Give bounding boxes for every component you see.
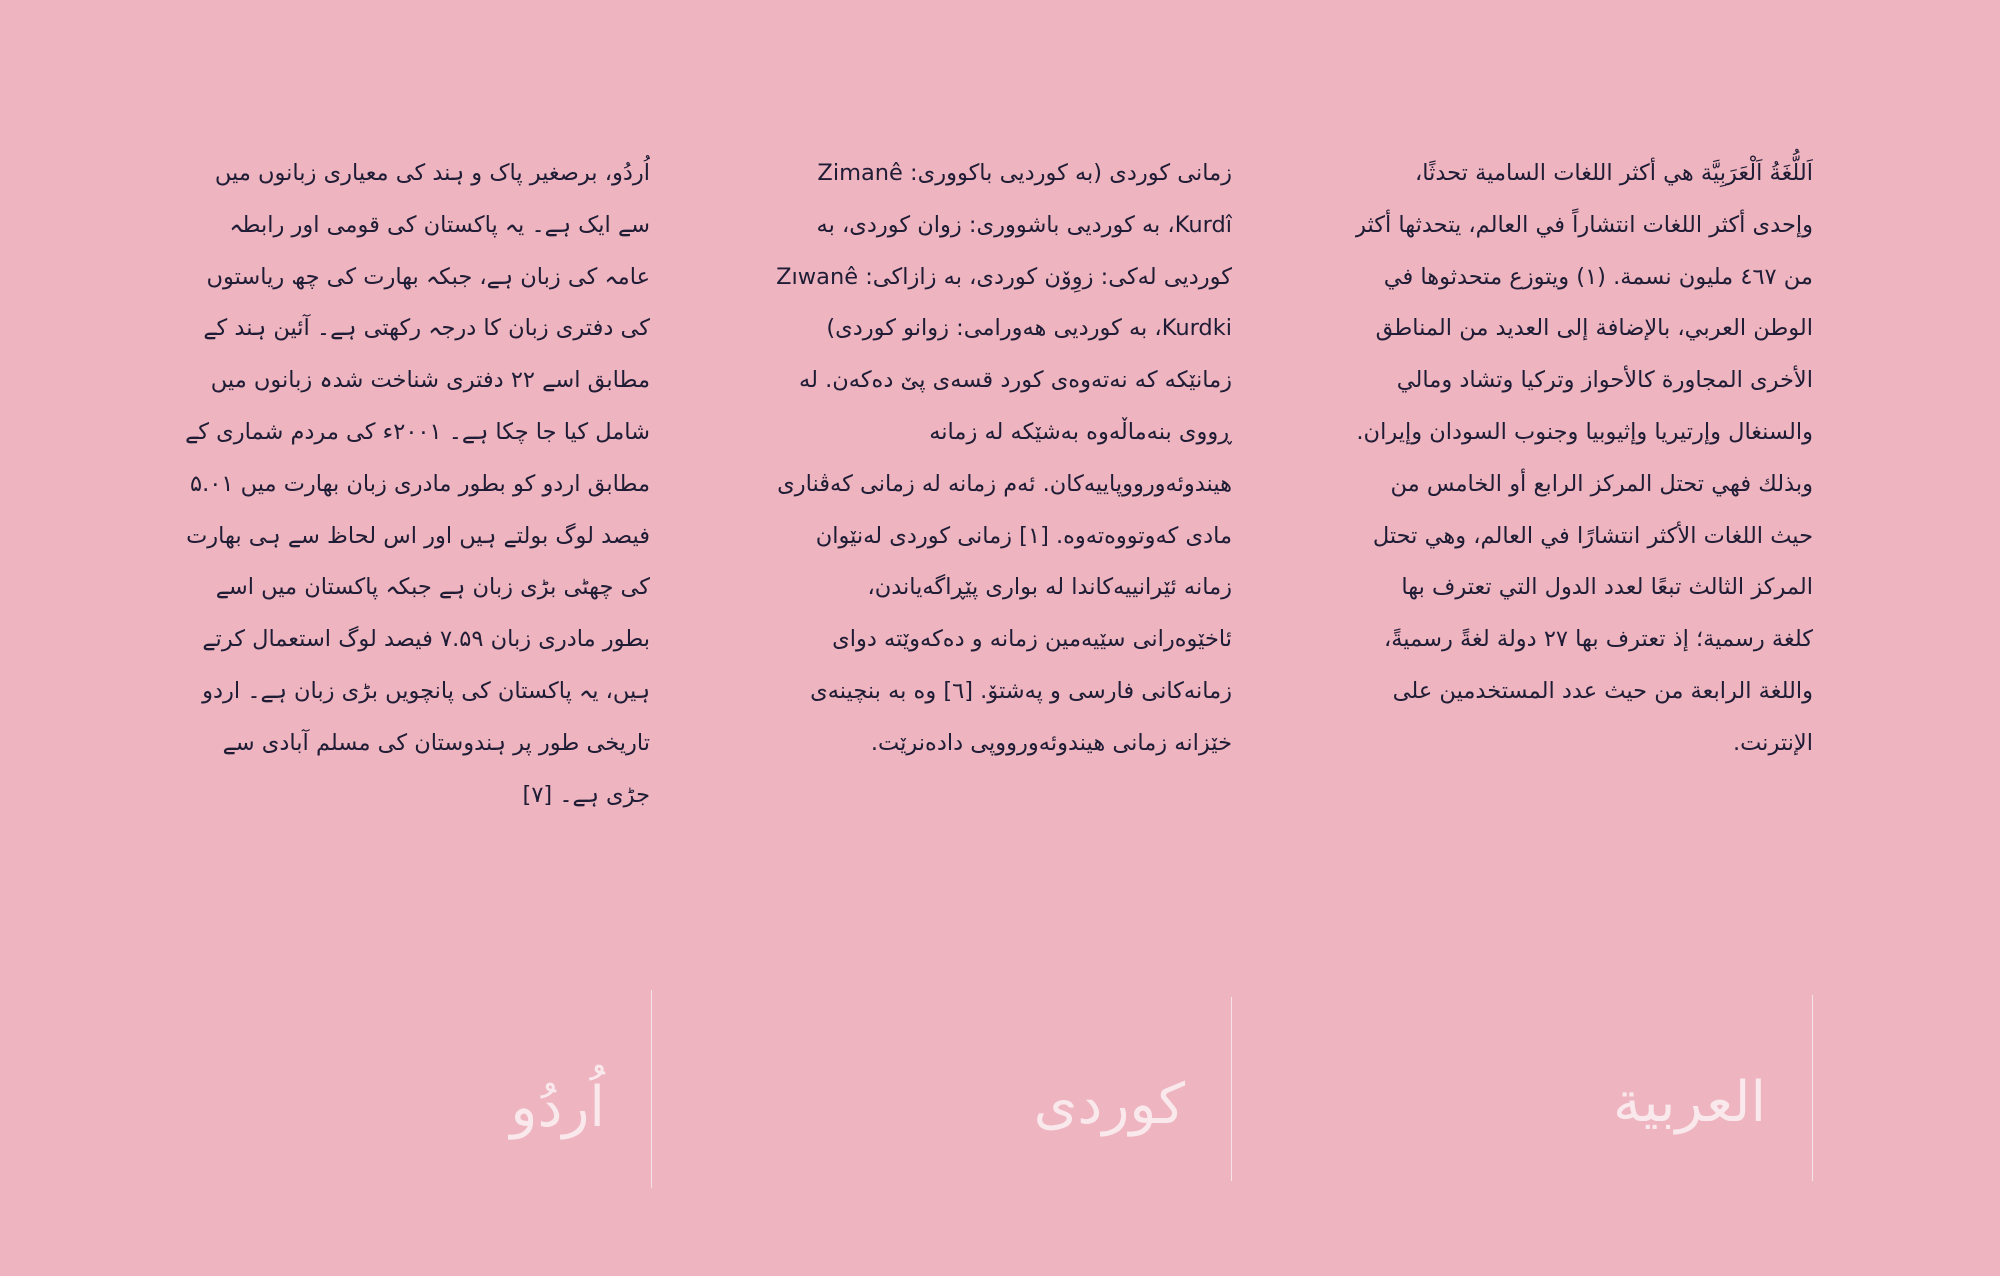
column-divider bbox=[1231, 997, 1232, 1181]
arabic-text-column bbox=[1355, 148, 1813, 770]
urdu-paragraph: اُردُو، برصغیر پاک و ہند کی معیاری زبانوں میں سے ایک ہے۔ یہ پاکستان کی قومی اور رابطہ عامہ کی زبان ہے، جبکہ بھارت کی چھ ریاستوں کی دفتری زبان کا درجہ رکھتی ہے۔ آئین ہند کے مطابق اسے ۲۲ دفتری شناخت شدہ زبانوں میں شامل کیا جا چکا ہے۔ ۲۰۰۱ء کی مردم شماری کے مطابق اردو کو بطور مادری زبان بھارت میں ۵.۰۱ فیصد لوگ بولتے ہیں اور اس لحاظ سے ہی بھارت کی چھٹی بڑی زبان ہے جبکہ پاکستان میں اسے بطور مادری زبان ۷.۵۹ فیصد لوگ استعمال کرتے ہیں، یہ پاکستان کی پانچویں بڑی زبان ہے۔ اردو تاریخی طور پر ہندوستان کی مسلم آبادی سے جڑی ہے۔ [۷] bbox=[185, 160, 650, 808]
urdu-language-title: اُردُو bbox=[510, 1075, 605, 1140]
kurdish-language-title: كوردی bbox=[1033, 1072, 1185, 1137]
urdu-text-column bbox=[180, 148, 650, 821]
arabic-language-title: العربية bbox=[1612, 1070, 1766, 1135]
kurdish-paragraph: زمانی کوردی (بە کوردیی باکووری: Zimanê Kurdî، بە کوردیی باشووری: زوان کوردی، بە کوردیی لەکی: زوِوٚن کوردی، بە زازاکی: Zıwanê Kurdki، بە کوردیی هەورامی: زوانو کوردی) زمانێکە کە نەتەوەی کورد قسەی پێ دەکەن. لە ڕووی بنەماڵەوە بەشێکە لە زمانە هیندوئەورووپاییەکان. ئەم زمانە لە زمانی کەڤناری مادی کەوتووەتەوە. [١] زمانی کوردی لەنێوان زمانە ئێرانییەکاندا لە بواری پێڕاگەیاندن، ئاخێوەرانی سێیەمین زمانە و دەکەوێتە دوای زمانەکانی فارسی و پەشتۆ. [٦] وە بە بنچینەی خێزانە زمانی هیندوئەورووپی دادەنرێت. bbox=[776, 160, 1232, 756]
column-divider bbox=[651, 990, 652, 1188]
column-divider bbox=[1812, 995, 1813, 1181]
kurdish-text-column bbox=[762, 148, 1232, 770]
arabic-paragraph: اَللُّغَةُ اَلْعَرَبِيَّة هي أكثر اللغات السامية تحدثًا، وإحدى أكثر اللغات انتشاراً في العالم، يتحدثها أكثر من ٤٦٧ مليون نسمة. (١) ويتوزع متحدثوها في الوطن العربي، بالإضافة إلى العديد من المناطق الأخرى المجاورة كالأحواز وتركيا وتشاد ومالي والسنغال وإرتيريا وإثيوبيا وجنوب السودان وإيران. وبذلك فهي تحتل المركز الرابع أو الخامس من حيث اللغات الأكثر انتشارًا في العالم، وهي تحتل المركز الثالث تبعًا لعدد الدول التي تعترف بها كلغة رسمية؛ إذ تعترف بها ٢٧ دولة لغةً رسميةً، واللغة الرابعة من حيث عدد المستخدمين على الإنترنت. bbox=[1355, 160, 1813, 756]
